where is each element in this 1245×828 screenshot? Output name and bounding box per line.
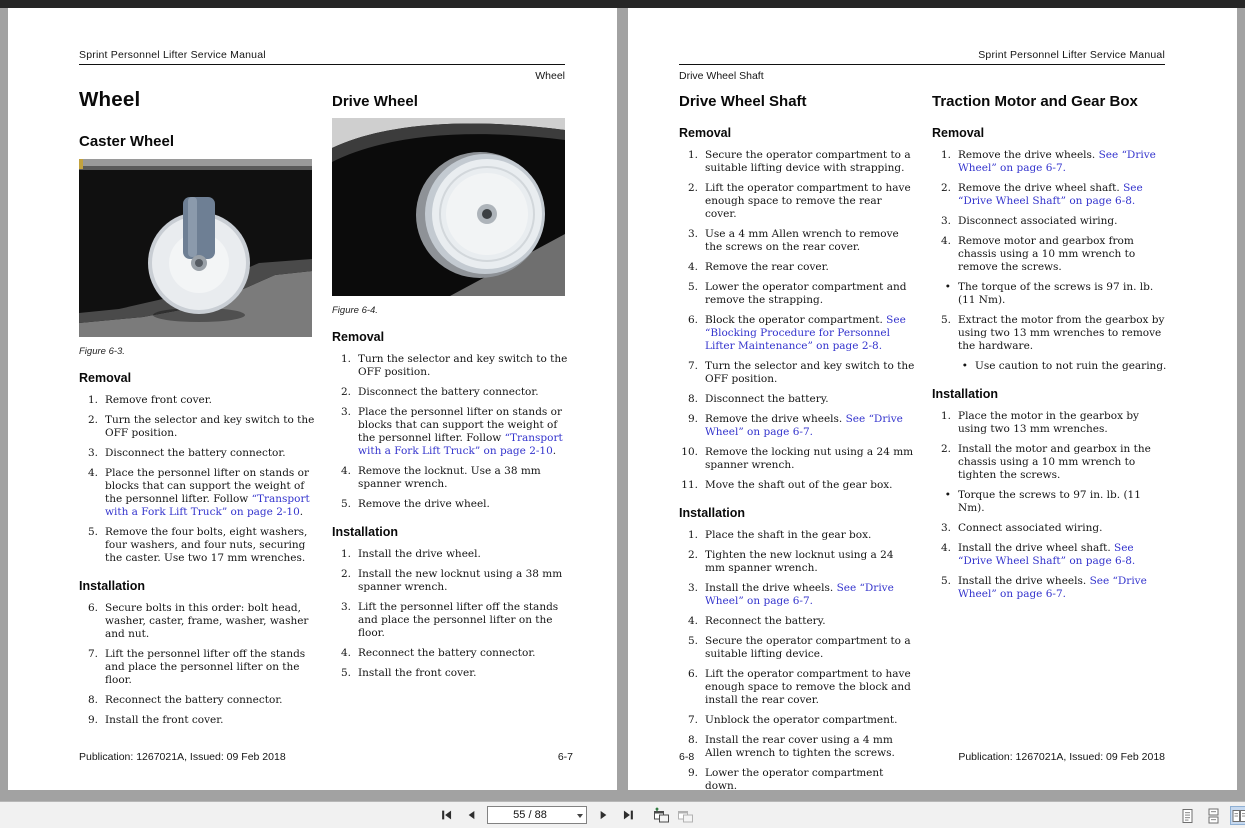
- step-text-run: Lift the operator compartment to have enough space to remove the block and install the rear cover.: [705, 668, 911, 706]
- step-text: [958, 522, 1168, 535]
- step-text-run: Reconnect the battery.: [705, 615, 826, 627]
- running-header-section: Wheel: [535, 70, 565, 82]
- installation-heading: Installation: [679, 506, 745, 520]
- step-text-run: Disconnect associated wiring.: [958, 215, 1118, 227]
- procedure-step: [932, 575, 1168, 601]
- facing-pages-icon: [1232, 808, 1245, 824]
- step-text: [358, 498, 568, 511]
- cross-reference-link[interactable]: “Transport with a Fork Lift Truck” on page 2-10: [105, 493, 310, 518]
- procedure-step: [332, 498, 568, 511]
- step-marker: 5.: [940, 314, 951, 326]
- single-page-icon: [1180, 808, 1195, 824]
- procedure-step: [332, 386, 568, 399]
- cross-reference-link[interactable]: See “Drive Wheel” on page 6-7.: [705, 582, 894, 607]
- step-text-run: Disconnect the battery connector.: [105, 447, 286, 459]
- chevron-down-icon[interactable]: [577, 814, 583, 818]
- step-marker: 11.: [681, 479, 698, 491]
- step-marker: 4.: [340, 465, 351, 477]
- running-header-title: Sprint Personnel Lifter Service Manual: [79, 49, 266, 61]
- step-text: [705, 635, 915, 661]
- step-marker: 1.: [940, 410, 951, 422]
- procedure-step: [332, 568, 568, 594]
- step-text: [958, 235, 1168, 274]
- step-marker: 2.: [340, 568, 351, 580]
- step-text-run: Install the new locknut using a 38 mm spanner wrench.: [358, 568, 563, 593]
- step-text: [958, 575, 1168, 601]
- step-text-run: Remove the locknut. Use a 38 mm spanner wrench.: [358, 465, 541, 490]
- step-text-run: Remove motor and gearbox from chassis using a 10 mm wrench to remove the screws.: [958, 235, 1136, 273]
- step-text: [358, 601, 568, 640]
- page-footer: [679, 751, 1165, 763]
- procedure-step: [679, 182, 915, 221]
- step-marker: 8.: [687, 734, 698, 746]
- step-marker: 4.: [687, 615, 698, 627]
- step-text: [705, 228, 915, 254]
- step-marker: 4.: [687, 261, 698, 273]
- motor-removal-steps: [932, 149, 1168, 373]
- step-marker: 2.: [940, 182, 951, 194]
- step-text: [105, 394, 315, 407]
- removal-heading: Removal: [679, 126, 732, 140]
- procedure-step: [332, 667, 568, 680]
- step-marker: 8.: [87, 694, 98, 706]
- installation-heading: Installation: [79, 579, 145, 593]
- step-text: [358, 386, 568, 399]
- running-header-section: Drive Wheel Shaft: [679, 70, 764, 82]
- step-marker: 8.: [687, 393, 698, 405]
- next-view-window-icon: [677, 807, 694, 823]
- step-text: [105, 447, 315, 460]
- step-text: [705, 615, 915, 628]
- step-text: [105, 414, 315, 440]
- step-marker: 1.: [340, 353, 351, 365]
- step-text: [705, 393, 915, 406]
- step-text-run: Secure the operator compartment to a suitable lifting device with strapping.: [705, 149, 911, 174]
- procedure-step: [79, 714, 315, 727]
- procedure-step: [679, 360, 915, 386]
- step-text-run: Lower the operator compartment and remove the strapping.: [705, 281, 907, 306]
- step-marker: 5.: [340, 667, 351, 679]
- cross-reference-link[interactable]: See “Drive Wheel Shaft” on page 6-8.: [958, 542, 1136, 567]
- skip-last-icon: [621, 808, 636, 822]
- step-marker: 2.: [687, 549, 698, 561]
- step-marker: 2.: [687, 182, 698, 194]
- procedure-step: [332, 647, 568, 660]
- step-marker: 3.: [687, 228, 698, 240]
- step-marker: 10.: [681, 446, 698, 458]
- removal-heading: Removal: [932, 126, 985, 140]
- step-text-run: Install the drive wheel shaft.: [958, 542, 1115, 554]
- publication-info: Publication: 1267021A, Issued: 09 Feb 2018: [958, 751, 1165, 763]
- previous-view-window-icon: [653, 807, 670, 823]
- step-text: [358, 406, 568, 458]
- procedure-step: [79, 648, 315, 687]
- step-text-run: Remove the drive wheel shaft.: [958, 182, 1124, 194]
- section-heading-caster-wheel: Caster Wheel: [79, 133, 175, 150]
- page-number-input[interactable]: [488, 807, 572, 823]
- page-footer: [79, 751, 573, 763]
- procedure-step: [679, 413, 915, 439]
- section-heading-drive-wheel-shaft: Drive Wheel Shaft: [679, 93, 807, 110]
- step-text: [705, 549, 915, 575]
- step-text: [358, 568, 568, 594]
- step-text: [958, 489, 1168, 515]
- step-text-run: Remove the locking nut using a 24 mm spanner wrench.: [705, 446, 914, 471]
- step-marker: 2.: [340, 386, 351, 398]
- cross-reference-link[interactable]: “Transport with a Fork Lift Truck” on page 2-10: [358, 432, 563, 457]
- step-marker: 3.: [340, 406, 351, 418]
- running-header-title: Sprint Personnel Lifter Service Manual: [978, 49, 1165, 61]
- step-text-run: Secure the operator compartment to a suitable lifting device.: [705, 635, 911, 660]
- step-text: [705, 446, 915, 472]
- continuous-pages-icon: [1206, 808, 1221, 824]
- view-history-buttons: [652, 806, 694, 824]
- last-page-button[interactable]: [619, 806, 637, 824]
- step-text: [105, 602, 315, 641]
- section-heading-drive-wheel: Drive Wheel: [332, 93, 418, 110]
- step-marker: 1.: [940, 149, 951, 161]
- step-marker: 1.: [340, 548, 351, 560]
- step-text-run: Place the personnel lifter on stands or blocks that can support the weight of the personnel lifter. Follow: [358, 406, 562, 444]
- procedure-step: [679, 582, 915, 608]
- step-text-run: Connect associated wiring.: [958, 522, 1103, 534]
- bullet-note: [949, 360, 1168, 373]
- shaft-removal-steps: [679, 149, 915, 492]
- step-text: [705, 413, 915, 439]
- step-text-run: Remove the drive wheels.: [958, 149, 1099, 161]
- chapter-title: Wheel: [79, 88, 141, 111]
- step-text-run: Install the drive wheel.: [358, 548, 481, 560]
- procedure-step: [679, 668, 915, 707]
- step-marker: 9.: [87, 714, 98, 726]
- next-view-button[interactable]: [676, 806, 694, 824]
- bullet-note: [932, 489, 1168, 515]
- step-marker: 5.: [687, 281, 698, 293]
- step-text-run: Block the operator compartment.: [705, 314, 887, 326]
- procedure-step: [332, 406, 568, 458]
- step-text-run: Use a 4 mm Allen wrench to remove the screws on the rear cover.: [705, 228, 899, 253]
- step-text: [705, 360, 915, 386]
- caster-wheel-photo: [79, 159, 312, 337]
- step-marker: 9.: [687, 767, 698, 779]
- cross-reference-link[interactable]: See “Drive Wheel Shaft” on page 6-8.: [958, 182, 1143, 207]
- procedure-step: [679, 767, 915, 793]
- removal-heading: Removal: [332, 330, 385, 344]
- step-text: [705, 314, 915, 353]
- step-marker: 7.: [687, 714, 698, 726]
- next-page-button[interactable]: [594, 806, 612, 824]
- continuous-layout-button[interactable]: [1204, 806, 1223, 825]
- procedure-step: [679, 281, 915, 307]
- step-text-run: Reconnect the battery connector.: [105, 694, 283, 706]
- step-marker: 3.: [340, 601, 351, 613]
- step-text: [105, 467, 315, 519]
- step-text: [358, 647, 568, 660]
- step-marker: 4.: [87, 467, 98, 479]
- first-page-button[interactable]: [437, 806, 455, 824]
- cross-reference-link[interactable]: See “Drive Wheel” on page 6-7.: [958, 575, 1147, 600]
- step-text-run: Turn the selector and key switch to the OFF position.: [105, 414, 315, 439]
- step-text: [358, 353, 568, 379]
- step-text: [705, 668, 915, 707]
- header-rule: [679, 64, 1165, 65]
- step-text-run: .: [552, 445, 557, 457]
- step-marker: 3.: [940, 215, 951, 227]
- procedure-step: [932, 522, 1168, 535]
- step-text-run: The torque of the screws is 97 in. lb. (11 Nm).: [958, 281, 1154, 306]
- step-text-run: Lift the personnel lifter off the stands and place the personnel lifter on the floor.: [358, 601, 559, 639]
- step-marker: 1.: [687, 149, 698, 161]
- procedure-step: [79, 467, 315, 519]
- drive-wheel-removal-steps: [332, 353, 568, 511]
- step-text-run: Use caution to not ruin the gearing.: [975, 360, 1167, 372]
- step-marker: 4.: [940, 235, 951, 247]
- document-page-6-7: [8, 8, 617, 790]
- procedure-step: [79, 602, 315, 641]
- step-text: [705, 479, 915, 492]
- procedure-step: [679, 549, 915, 575]
- document-page-6-8: [628, 8, 1237, 790]
- step-text: [958, 314, 1168, 353]
- step-text-run: Turn the selector and key switch to the OFF position.: [705, 360, 915, 385]
- step-text-run: Extract the motor from the gearbox by using two 13 mm wrenches to remove the hardware.: [958, 314, 1165, 352]
- step-text: [705, 529, 915, 542]
- step-text-run: Install the front cover.: [358, 667, 477, 679]
- step-marker: 6.: [87, 602, 98, 614]
- step-marker: •: [944, 489, 951, 501]
- step-text-run: Place the personnel lifter on stands or blocks that can support the weight of the personnel lifter. Follow: [105, 467, 309, 505]
- step-text: [705, 714, 915, 727]
- cross-reference-link[interactable]: See “Drive Wheel” on page 6-7.: [705, 413, 903, 438]
- step-text: [958, 410, 1168, 436]
- step-marker: •: [961, 360, 968, 372]
- publication-info: Publication: 1267021A, Issued: 09 Feb 2018: [79, 751, 286, 763]
- step-text-run: Reconnect the battery connector.: [358, 647, 536, 659]
- step-text: [705, 182, 915, 221]
- procedure-step: [679, 479, 915, 492]
- step-marker: 5.: [87, 526, 98, 538]
- step-text-run: Turn the selector and key switch to the OFF position.: [358, 353, 568, 378]
- procedure-step: [79, 526, 315, 565]
- step-text: [958, 281, 1168, 307]
- step-text-run: Remove front cover.: [105, 394, 212, 406]
- procedure-step: [679, 261, 915, 274]
- installation-heading: Installation: [332, 525, 398, 539]
- caster-removal-steps: [79, 394, 315, 565]
- step-text-run: Install the front cover.: [105, 714, 224, 726]
- step-marker: 5.: [687, 635, 698, 647]
- step-text: [105, 526, 315, 565]
- step-text: [705, 281, 915, 307]
- procedure-step: [679, 314, 915, 353]
- procedure-step: [932, 149, 1168, 175]
- step-text-run: Disconnect the battery.: [705, 393, 829, 405]
- step-marker: 3.: [687, 582, 698, 594]
- step-text-run: Install the drive wheels.: [958, 575, 1090, 587]
- drive-wheel-photo: [332, 118, 565, 296]
- figure-caption: Figure 6-4.: [332, 305, 378, 316]
- figure-caption: Figure 6-3.: [79, 346, 125, 357]
- next-page-icon: [597, 808, 610, 822]
- step-text: [358, 667, 568, 680]
- step-marker: 2.: [940, 443, 951, 455]
- procedure-step: [332, 353, 568, 379]
- procedure-step: [679, 635, 915, 661]
- step-marker: 9.: [687, 413, 698, 425]
- step-marker: 5.: [340, 498, 351, 510]
- cross-reference-link[interactable]: See “Blocking Procedure for Personnel Lifter Maintenance” on page 2-8.: [705, 314, 906, 352]
- step-marker: 1.: [87, 394, 98, 406]
- step-text: [958, 182, 1168, 208]
- caster-installation-steps: [79, 602, 315, 727]
- page-number: 6-7: [557, 751, 573, 763]
- step-marker: 7.: [87, 648, 98, 660]
- step-text-run: Install the motor and gearbox in the chassis using a 10 mm wrench to tighten the screws.: [958, 443, 1151, 481]
- page-number: 6-8: [679, 751, 695, 763]
- step-text-run: Remove the rear cover.: [705, 261, 829, 273]
- procedure-step: [332, 465, 568, 491]
- cross-reference-link[interactable]: See “Drive Wheel” on page 6-7.: [958, 149, 1156, 174]
- step-text: [958, 443, 1168, 482]
- step-text: [105, 648, 315, 687]
- procedure-step: [932, 542, 1168, 568]
- procedure-step: [79, 694, 315, 707]
- step-text: [105, 694, 315, 707]
- page-number-combobox[interactable]: [487, 806, 587, 824]
- window-top-edge: [0, 0, 1245, 8]
- procedure-step: [79, 414, 315, 440]
- bullet-note: [932, 281, 1168, 307]
- step-text: [358, 465, 568, 491]
- skip-first-icon: [439, 808, 454, 822]
- procedure-step: [679, 149, 915, 175]
- step-text-run: Place the motor in the gearbox by using two 13 mm wrenches.: [958, 410, 1139, 435]
- procedure-step: [679, 393, 915, 406]
- step-text: [705, 767, 915, 793]
- step-text-run: Install the drive wheels.: [705, 582, 837, 594]
- previous-page-button[interactable]: [462, 806, 480, 824]
- drive-wheel-installation-steps: [332, 548, 568, 680]
- procedure-step: [679, 529, 915, 542]
- step-marker: 1.: [687, 529, 698, 541]
- section-heading-traction-motor: Traction Motor and Gear Box: [932, 93, 1138, 110]
- step-marker: •: [944, 281, 951, 293]
- step-text-run: Tighten the new locknut using a 24 mm spanner wrench.: [705, 549, 894, 574]
- step-text-run: Lift the personnel lifter off the stands and place the personnel lifter on the floor.: [105, 648, 306, 686]
- step-text: [705, 582, 915, 608]
- procedure-step: [932, 443, 1168, 482]
- step-marker: 7.: [687, 360, 698, 372]
- procedure-step: [932, 235, 1168, 274]
- step-text-run: Install the rear cover using a 4 mm Allen wrench to tighten the screws.: [705, 734, 895, 759]
- header-rule: [79, 64, 565, 65]
- procedure-step: [79, 447, 315, 460]
- step-marker: 4.: [940, 542, 951, 554]
- step-text-run: Place the shaft in the gear box.: [705, 529, 872, 541]
- procedure-step: [932, 314, 1168, 353]
- step-text-run: Move the shaft out of the gear box.: [705, 479, 893, 491]
- step-marker: 5.: [940, 575, 951, 587]
- procedure-step: [932, 215, 1168, 228]
- step-text: [358, 548, 568, 561]
- step-text-run: Torque the screws to 97 in. lb. (11 Nm).: [958, 489, 1141, 514]
- step-text-run: Lift the operator compartment to have enough space to remove the rear cover.: [705, 182, 911, 220]
- step-text-run: Lower the operator compartment down.: [705, 767, 884, 792]
- procedure-step: [679, 714, 915, 727]
- motor-installation-steps: [932, 410, 1168, 601]
- procedure-step: [679, 446, 915, 472]
- step-marker: 6.: [687, 314, 698, 326]
- removal-heading: Removal: [79, 371, 132, 385]
- procedure-step: [332, 548, 568, 561]
- procedure-step: [332, 601, 568, 640]
- page-navigation: [437, 802, 694, 828]
- step-marker: 3.: [940, 522, 951, 534]
- procedure-step: [932, 410, 1168, 436]
- step-text: [975, 360, 1168, 373]
- step-text: [958, 542, 1168, 568]
- page-layout-buttons: [1178, 806, 1245, 825]
- step-text-run: .: [299, 506, 304, 518]
- step-text: [705, 149, 915, 175]
- step-text: [958, 149, 1168, 175]
- procedure-step: [679, 615, 915, 628]
- previous-view-button[interactable]: [652, 806, 670, 824]
- facing-pages-layout-button[interactable]: [1230, 806, 1245, 825]
- step-text: [705, 261, 915, 274]
- procedure-step: [79, 394, 315, 407]
- step-marker: 3.: [87, 447, 98, 459]
- step-text-run: Remove the four bolts, eight washers, four washers, and four nuts, securing the caster. Use two 17 mm wrenches.: [105, 526, 308, 564]
- procedure-step: [679, 228, 915, 254]
- step-marker: 2.: [87, 414, 98, 426]
- viewer-toolbar: [0, 801, 1245, 828]
- step-marker: 6.: [687, 668, 698, 680]
- procedure-step: [932, 182, 1168, 208]
- step-text-run: Unblock the operator compartment.: [705, 714, 898, 726]
- step-text-run: Remove the drive wheel.: [358, 498, 490, 510]
- step-text-run: Remove the drive wheels.: [705, 413, 846, 425]
- step-marker: 4.: [340, 647, 351, 659]
- installation-heading: Installation: [932, 387, 998, 401]
- single-page-layout-button[interactable]: [1178, 806, 1197, 825]
- step-text-run: Secure bolts in this order: bolt head, washer, caster, frame, washer, washer and nut.: [105, 602, 309, 640]
- step-text: [958, 215, 1168, 228]
- step-text-run: Disconnect the battery connector.: [358, 386, 539, 398]
- previous-page-icon: [465, 808, 478, 822]
- step-text: [105, 714, 315, 727]
